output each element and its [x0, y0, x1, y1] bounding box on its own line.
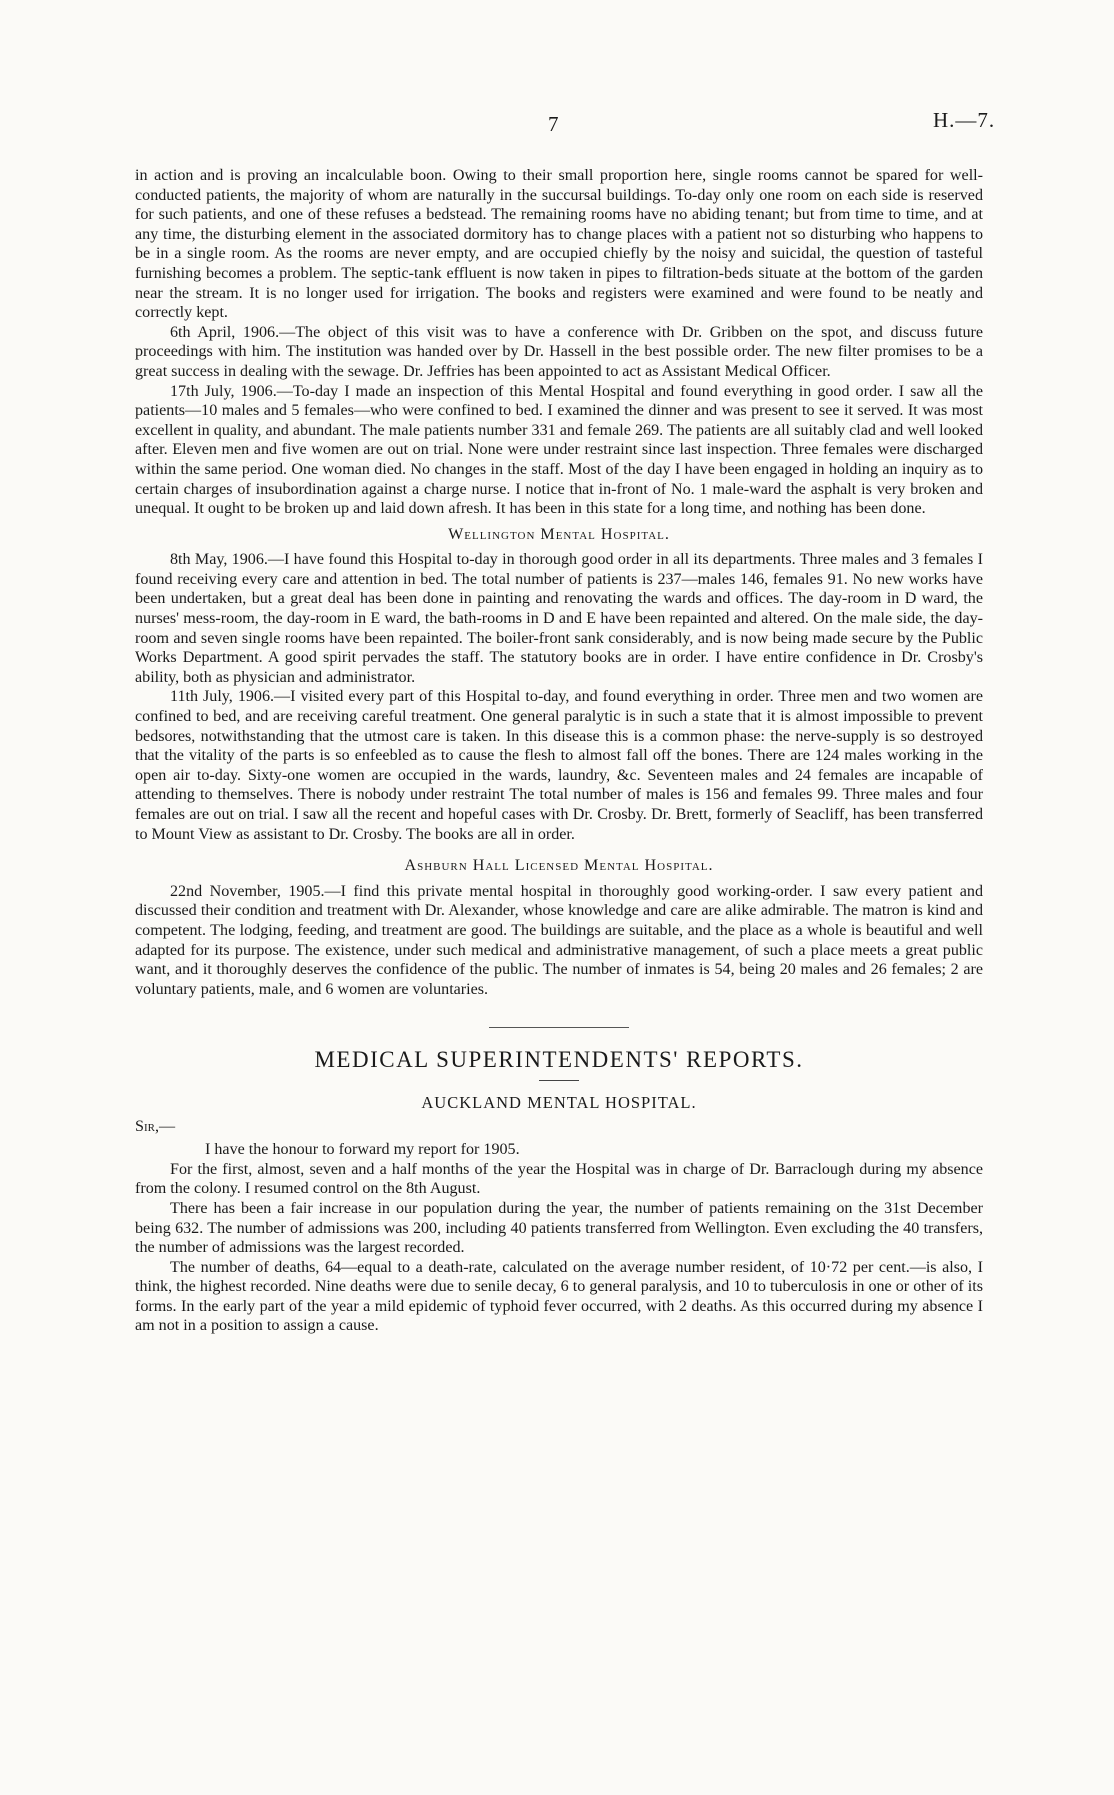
entry-paragraph: 22nd November, 1905.—I find this private mental hospital in thoroughly good working-order. I saw every patient and discussed their condition and treatment with Dr. Alexander, whose knowledge and care are alike admirable. The matron is kind and competent. The lodging, feeding, and treatment are good. The buildings are suitable, and the place as a whole is beautiful and well adapted for its purpose. The existence, under such medical and administrative management, of such a place meets a great public want, and it thoroughly deserves the confidence of the public. The number of inmates is 54, being 20 males and 26 females; 2 are voluntary patients, male, and 6 women are voluntaries. [135, 882, 983, 998]
report-paragraph: There has been a fair increase in our population during the year, the number of patients remaining on the 31st December being 632. The number of admissions was 200, including 40 patients transferred from Wellington. Even excluding the 40 transfers, the number of admissions was the largest recorded. [135, 1199, 983, 1257]
entry-paragraph: 8th May, 1906.—I have found this Hospital to-day in thorough good order in all its departments. Three males and 3 females I found receiving every care and attention in bed. The total number of patients is 237—males 146, females 91. No new works have been undertaken, but a great deal has been done in painting and renovating the wards and offices. The day-room in D ward, the nurses' mess-room, the day-room in E ward, the bath-rooms in D and E have been repainted and altered. On the male side, the day-room and seven single rooms have been repainted. The boiler-front sank considerably, and is now being made secure by the Public Works Department. A good spirit pervades the staff. The statutory books are in order. I have entire confidence in Dr. Crosby's ability, both as physician and administrator. [135, 551, 983, 686]
heading-rule [539, 1080, 579, 1081]
page-number: 7 [548, 112, 559, 136]
page-body [135, 166, 983, 1336]
entry-paragraph: 17th July, 1906.—To-day I made an inspection of this Mental Hospital and found everything in good order. I saw all the patients—10 males and 5 females—who were confined to bed. I examined the dinner and was present to see it served. It was most excellent in quality, and abundant. The male patients number 331 and female 269. The patients are all suitably clad and well looked after. Eleven men and five women are out on trial. None were under restraint since last inspection. Three females were discharged within the same period. One woman died. No changes in the staff. Most of the day I have been engaged in holding an inquiry as to certain charges of insubordination against a charge nurse. I notice that in-front of No. 1 male-ward the asphalt is very broken and unequal. It ought to be broken up and laid down afresh. It has been in this state for a long time, and nothing has been done. [135, 382, 983, 518]
sub-heading: AUCKLAND MENTAL HOSPITAL. [421, 1092, 697, 1112]
main-heading: MEDICAL SUPERINTENDENTS' REPORTS. [314, 1047, 804, 1073]
continued-paragraph: in action and is proving an incalculable boon. Owing to their small proportion here, single rooms cannot be spared for well-conducted patients, the majority of whom are naturally in the succursal buildings. To-day only one room on each side is reserved for such patients, and one of these refuses a bedstead. The remaining rooms have no abiding tenant; but from time to time, and at any time, the disturbing element in the associated dormitory has to change places with a patient not so disturbing who happens to be in a single room. As the rooms are never empty, and are occupied chiefly by the noisy and suicidal, the question of tasteful furnishing becomes a problem. The septic-tank effluent is now taken in pipes to filtration-beds situate at the bottom of the garden near the stream. It is no longer used for irrigation. The books and registers were examined and were found to be neatly and correctly kept. [135, 167, 983, 322]
report-paragraph: For the first, almost, seven and a half months of the year the Hospital was in charge of Dr. Barraclough during my absence from the colony. I resumed control on the 8th August. [135, 1160, 983, 1198]
salutation: Sir,— [135, 1117, 176, 1135]
section-divider [489, 1027, 629, 1028]
document-reference: H.—7. [933, 108, 996, 132]
section-heading-wellington: Wellington Mental Hospital. [448, 525, 670, 543]
opening-line: I have the honour to forward my report for 1905. [205, 1141, 520, 1159]
report-paragraph: The number of deaths, 64—equal to a death-rate, calculated on the average number resident, of 10·72 per cent.—is also, I think, the highest recorded. Nine deaths were due to senile decay, 6 to general paralysis, and 10 to tuberculosis in one or other of its forms. In the early part of the year a mild epidemic of typhoid fever occurred, with 2 deaths. As this occurred during my absence I am not in a position to assign a cause. [135, 1258, 983, 1335]
section-heading-ashburn: Ashburn Hall Licensed Mental Hospital. [404, 857, 714, 875]
entry-paragraph: 6th April, 1906.—The object of this visit was to have a conference with Dr. Gribben on the spot, and discuss future proceedings with him. The institution was handed over by Dr. Hassell in the best possible order. The new filter promises to be a great success in dealing with the sewage. Dr. Jeffries has been appointed to act as Assistant Medical Officer. [135, 323, 983, 380]
entry-paragraph: 11th July, 1906.—I visited every part of this Hospital to-day, and found everything in order. Three men and two women are confined to bed, and are receiving careful treatment. One general paralytic is in such a state that it is almost impossible to prevent bedsores, notwithstanding that the utmost care is taken. In this disease this is a common phase: the nerve-supply is so destroyed that the vitality of the parts is so enfeebled as to cause the flesh to almost fall off the bones. There are 124 males working in the open air to-day. Sixty-one women are occupied in the wards, laundry, &c. Seventeen males and 24 females are incapable of attending to themselves. There is nobody under restraint The total number of males is 156 and females 99. Three males and four females are out on trial. I saw all the recent and hopeful cases with Dr. Crosby. Dr. Brett, formerly of Seacliff, has been transferred to Mount View as assistant to Dr. Crosby. The books are all in order. [135, 688, 983, 843]
